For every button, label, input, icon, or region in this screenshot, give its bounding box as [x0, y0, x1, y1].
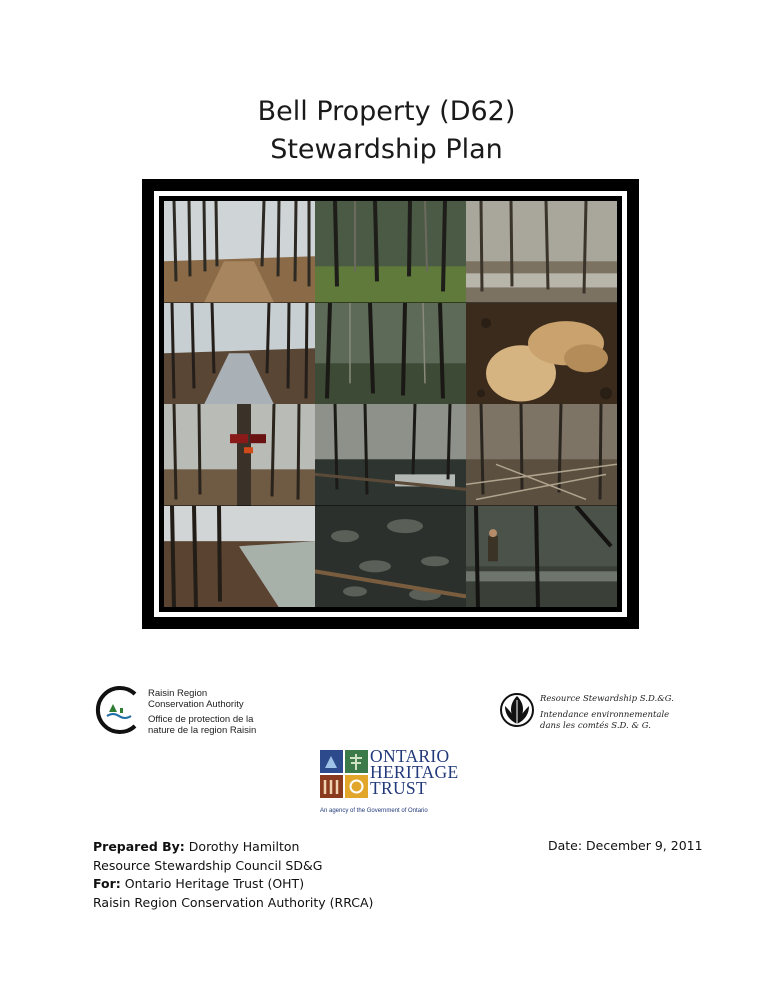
photo-signed-tree — [164, 404, 315, 506]
photo-flooded-trail — [164, 303, 315, 405]
photo-beaver-pond — [315, 404, 466, 506]
rrca-logo — [93, 684, 293, 740]
ontario-heritage-trust-logo — [320, 748, 470, 820]
oht-name-line-1: ONTARIO — [370, 746, 450, 766]
oht-name-line-3: TRUST — [370, 778, 427, 798]
rrca-name-line-1: Raisin Region — [148, 688, 208, 699]
prepared-for-name: Ontario Heritage Trust (OHT) — [124, 876, 305, 891]
photo-fallen-branches — [466, 404, 617, 506]
photo-flooded-field — [164, 506, 315, 608]
photo-collage — [142, 179, 639, 629]
rrca-name-fr-line-2: nature de la region Raisin — [148, 725, 257, 736]
document-date: Date: December 9, 2011 — [548, 838, 703, 853]
page-title-line-1: Bell Property (D62) — [257, 96, 516, 127]
rs-name-line-1: Resource Stewardship S.D.&G. — [540, 694, 674, 704]
prepared-for-label: For: — [93, 876, 121, 891]
photo-person-in-swamp — [466, 506, 617, 608]
oht-emblem-icon — [320, 750, 368, 798]
resource-stewardship-logo — [499, 690, 699, 735]
photo-beaver-chewed-stump — [466, 303, 617, 405]
photo-wet-woodland — [315, 303, 466, 405]
rs-name-line-2: Intendance environnementale — [540, 710, 670, 720]
rrca-name-fr-line-1: Office de protection de la — [148, 714, 254, 725]
photo-mossy-forest — [315, 201, 466, 303]
photo-grid — [164, 201, 617, 607]
photo-forest-trail — [164, 201, 315, 303]
photo-flooded-forest — [466, 201, 617, 303]
oht-name-line-2: HERITAGE — [370, 762, 459, 782]
rs-name-line-3: dans les comtés S.D. & G. — [540, 721, 651, 731]
oht-tagline: An agency of the Government of Ontario — [320, 808, 428, 814]
rrca-name-line-2: Conservation Authority — [148, 699, 244, 710]
prepared-by-label: Prepared By: — [93, 839, 185, 854]
page-title-line-2: Stewardship Plan — [270, 134, 503, 165]
rrca-emblem-icon — [93, 684, 143, 736]
prepared-by-name: Dorothy Hamilton — [188, 839, 300, 854]
prepared-for-org: Raisin Region Conservation Authority (RRCA) — [93, 894, 374, 910]
prepared-by-org: Resource Stewardship Council SD&G — [93, 857, 323, 873]
prepared-by-block — [93, 838, 373, 912]
photo-pond-debris — [315, 506, 466, 608]
leaf-emblem-icon — [499, 690, 535, 730]
